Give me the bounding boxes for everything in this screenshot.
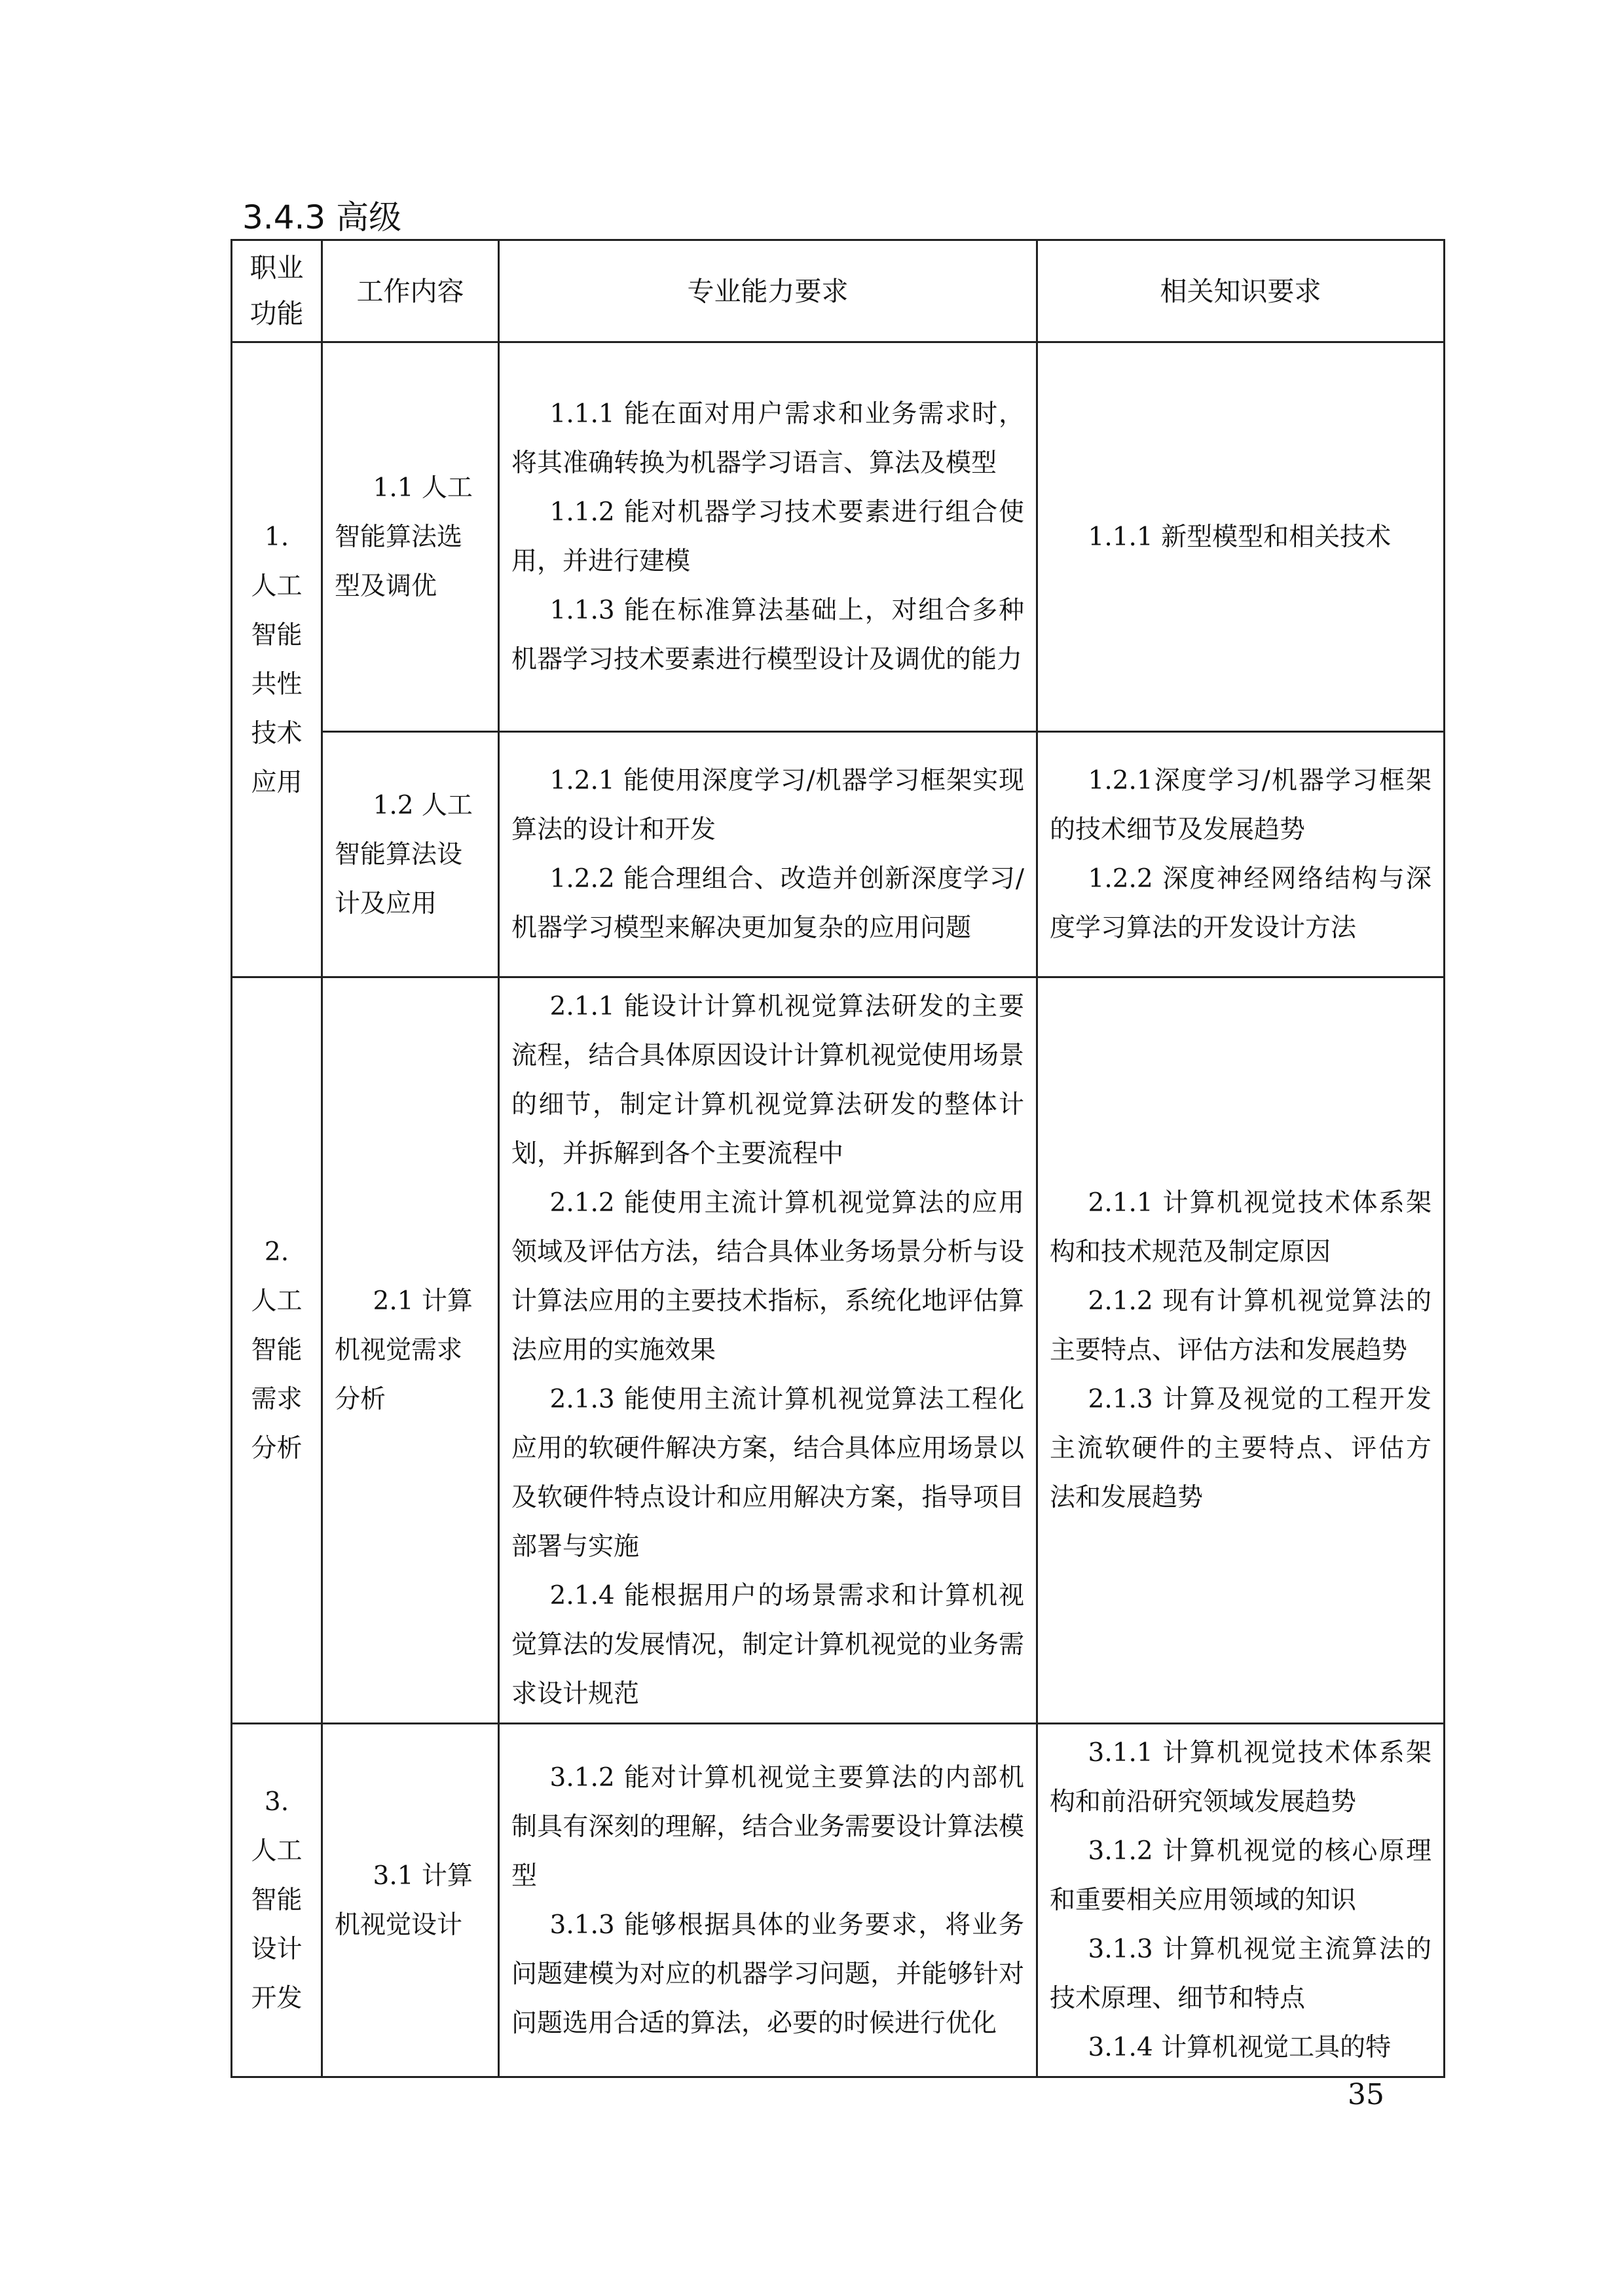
knowledge-item: 2.1.3 计算及视觉的工程开发主流软硬件的主要特点、评估方法和发展趋势 [1050,1385,1431,1512]
knowledge-item: 2.1.1 计算机视觉技术体系架构和技术规范及制定原因 [1050,1188,1431,1267]
knowledge-cell [1037,1724,1445,2077]
function-line: 2. [264,1237,289,1267]
requirement-item: 3.1.2 能对计算机视觉主要算法的内部机制具有深刻的理解，结合业务需要设计算法模型 [511,1762,1024,1891]
function-line: 3. [264,1787,289,1817]
section-title: 3.4.3 高级 [242,198,402,236]
work-content-text: 1.1 人工智能算法选型及调优 [335,473,473,601]
header-requirements: 专业能力要求 [499,240,1037,342]
requirement-item: 3.1.3 能够根据具体的业务要求，将业务问题建模为对应的机器学习问题，并能够针对问题选用合适的算法，必要的时候进行优化 [511,1910,1024,2038]
requirement-item: 1.2.2 能合理组合、改造并创新深度学习/机器学习模型来解决更加复杂的应用问题 [511,864,1024,943]
function-line: 分析 [251,1434,303,1463]
knowledge-item: 1.1.1 新型模型和相关技术 [1088,522,1392,552]
work-content-cell [322,1724,499,2077]
function-line: 应用 [251,767,303,797]
knowledge-cell [1037,977,1445,1724]
function-line: 人工 [251,1286,303,1316]
requirement-item: 1.2.1 能使用深度学习/机器学习框架实现算法的设计和开发 [511,766,1024,845]
function-cell [232,342,322,977]
requirement-item: 1.1.3 能在标准算法基础上，对组合多种机器学习技术要素进行模型设计及调优的能力 [511,596,1024,674]
work-content-cell [322,977,499,1724]
table-row [232,1724,1445,2077]
table-row [232,977,1445,1724]
function-line: 智能 [251,620,303,650]
function-line: 人工 [251,1836,303,1866]
work-content-cell [322,732,499,977]
knowledge-item: 3.1.1 计算机视觉技术体系架构和前沿研究领域发展趋势 [1050,1738,1431,1817]
knowledge-item: 2.1.2 现有计算机视觉算法的主要特点、评估方法和发展趋势 [1050,1286,1431,1365]
function-line: 人工 [251,571,303,601]
knowledge-cell [1037,342,1445,732]
function-line: 共性 [251,669,303,699]
requirements-cell [499,342,1037,732]
work-content-text: 3.1 计算机视觉设计 [335,1861,473,1940]
function-cell [232,977,322,1724]
header-knowledge: 相关知识要求 [1037,240,1445,342]
work-content-text: 1.2 人工智能算法设计及应用 [335,790,473,919]
header-function: 职业功能 [232,240,322,342]
table-row [232,342,1445,732]
table-row [232,732,1445,977]
knowledge-item: 3.1.4 计算机视觉工具的特 [1088,2033,1392,2062]
requirements-cell [499,1724,1037,2077]
requirement-item: 2.1.1 能设计计算机视觉算法研发的主要流程，结合具体原因设计计算机视觉使用场景的细节，制定计算机视觉算法研发的整体计划，并拆解到各个主要流程中 [511,992,1024,1169]
work-content-cell [322,342,499,732]
function-line: 开发 [251,1984,303,2013]
requirements-cell [499,732,1037,977]
competency-table [231,239,1445,2078]
requirement-item: 1.1.2 能对机器学习技术要素进行组合使用，并进行建模 [511,498,1024,576]
requirement-item: 1.1.1 能在面对用户需求和业务需求时，将其准确转换为机器学习语言、算法及模型 [511,399,1024,478]
knowledge-item: 1.2.1深度学习/机器学习框架的技术细节及发展趋势 [1050,766,1431,845]
requirements-cell [499,977,1037,1724]
requirement-item: 2.1.4 能根据用户的场景需求和计算机视觉算法的发展情况，制定计算机视觉的业务需求设计规范 [511,1581,1024,1709]
work-content-text: 2.1 计算机视觉需求分析 [335,1286,473,1414]
knowledge-item: 1.2.2 深度神经网络结构与深度学习算法的开发设计方法 [1050,864,1431,943]
function-line: 设计 [251,1935,303,1964]
knowledge-item: 3.1.3 计算机视觉主流算法的技术原理、细节和特点 [1050,1935,1431,2013]
function-line: 技术 [251,718,303,748]
knowledge-item: 3.1.2 计算机视觉的核心原理和重要相关应用领域的知识 [1050,1836,1431,1915]
function-line: 1. [264,522,289,552]
table-body [232,342,1445,2077]
function-line: 需求 [251,1385,303,1414]
requirement-item: 2.1.3 能使用主流计算机视觉算法工程化应用的软硬件解决方案，结合具体应用场景以及软硬件特点设计和应用解决方案，指导项目部署与实施 [511,1385,1024,1561]
header-content: 工作内容 [322,240,499,342]
knowledge-cell [1037,732,1445,977]
function-line: 智能 [251,1886,303,1915]
table-header-row [232,240,1445,342]
requirement-item: 2.1.2 能使用主流计算机视觉算法的应用领域及评估方法，结合具体业务场景分析与设计算法应用的主要技术指标，系统化地评估算法应用的实施效果 [511,1188,1024,1365]
function-line: 智能 [251,1336,303,1365]
function-cell [232,1724,322,2077]
page-number: 35 [1348,2078,1384,2111]
